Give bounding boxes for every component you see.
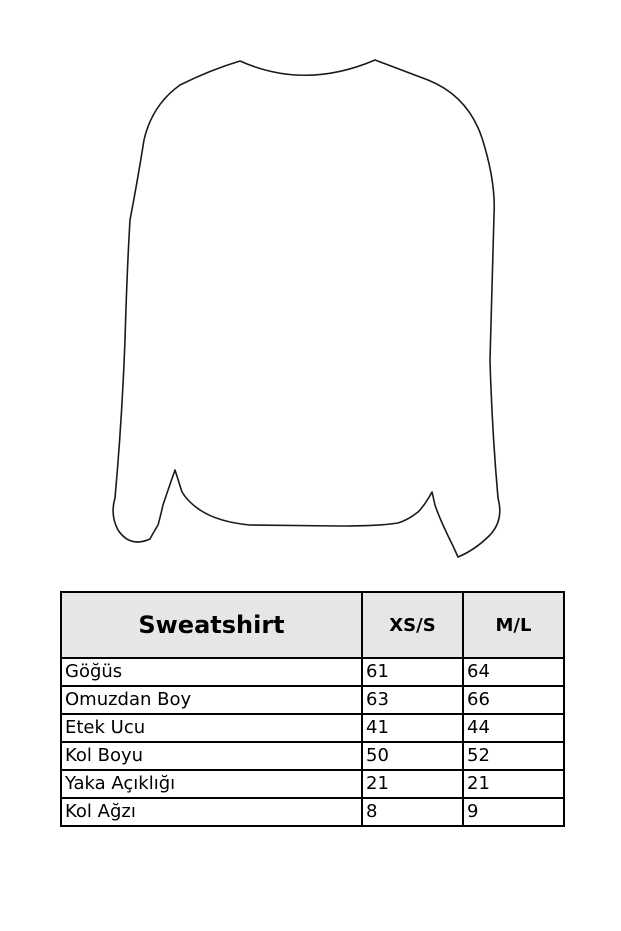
cell-m-l: 64 <box>463 658 564 686</box>
column-header-xs-s: XS/S <box>362 592 463 658</box>
cell-m-l: 52 <box>463 742 564 770</box>
table-row <box>61 658 564 686</box>
table-row <box>61 686 564 714</box>
cell-xs-s: 8 <box>362 798 463 826</box>
cell-xs-s: 21 <box>362 770 463 798</box>
row-label: Yaka Açıklığı <box>61 770 362 798</box>
column-header-m-l: M/L <box>463 592 564 658</box>
cell-m-l: 44 <box>463 714 564 742</box>
cell-xs-s: 61 <box>362 658 463 686</box>
row-label: Kol Ağzı <box>61 798 362 826</box>
row-label: Kol Boyu <box>61 742 362 770</box>
row-label: Omuzdan Boy <box>61 686 362 714</box>
table-row <box>61 798 564 826</box>
row-label: Etek Ucu <box>61 714 362 742</box>
table-row <box>61 770 564 798</box>
size-chart-table <box>60 591 565 827</box>
table-title: Sweatshirt <box>61 592 362 658</box>
cell-xs-s: 50 <box>362 742 463 770</box>
table-header-row <box>61 592 564 658</box>
cell-m-l: 21 <box>463 770 564 798</box>
cell-xs-s: 63 <box>362 686 463 714</box>
sweatshirt-outline <box>113 60 500 557</box>
cell-m-l: 9 <box>463 798 564 826</box>
cell-xs-s: 41 <box>362 714 463 742</box>
row-label: Göğüs <box>61 658 362 686</box>
cell-m-l: 66 <box>463 686 564 714</box>
table-row <box>61 742 564 770</box>
table-row <box>61 714 564 742</box>
